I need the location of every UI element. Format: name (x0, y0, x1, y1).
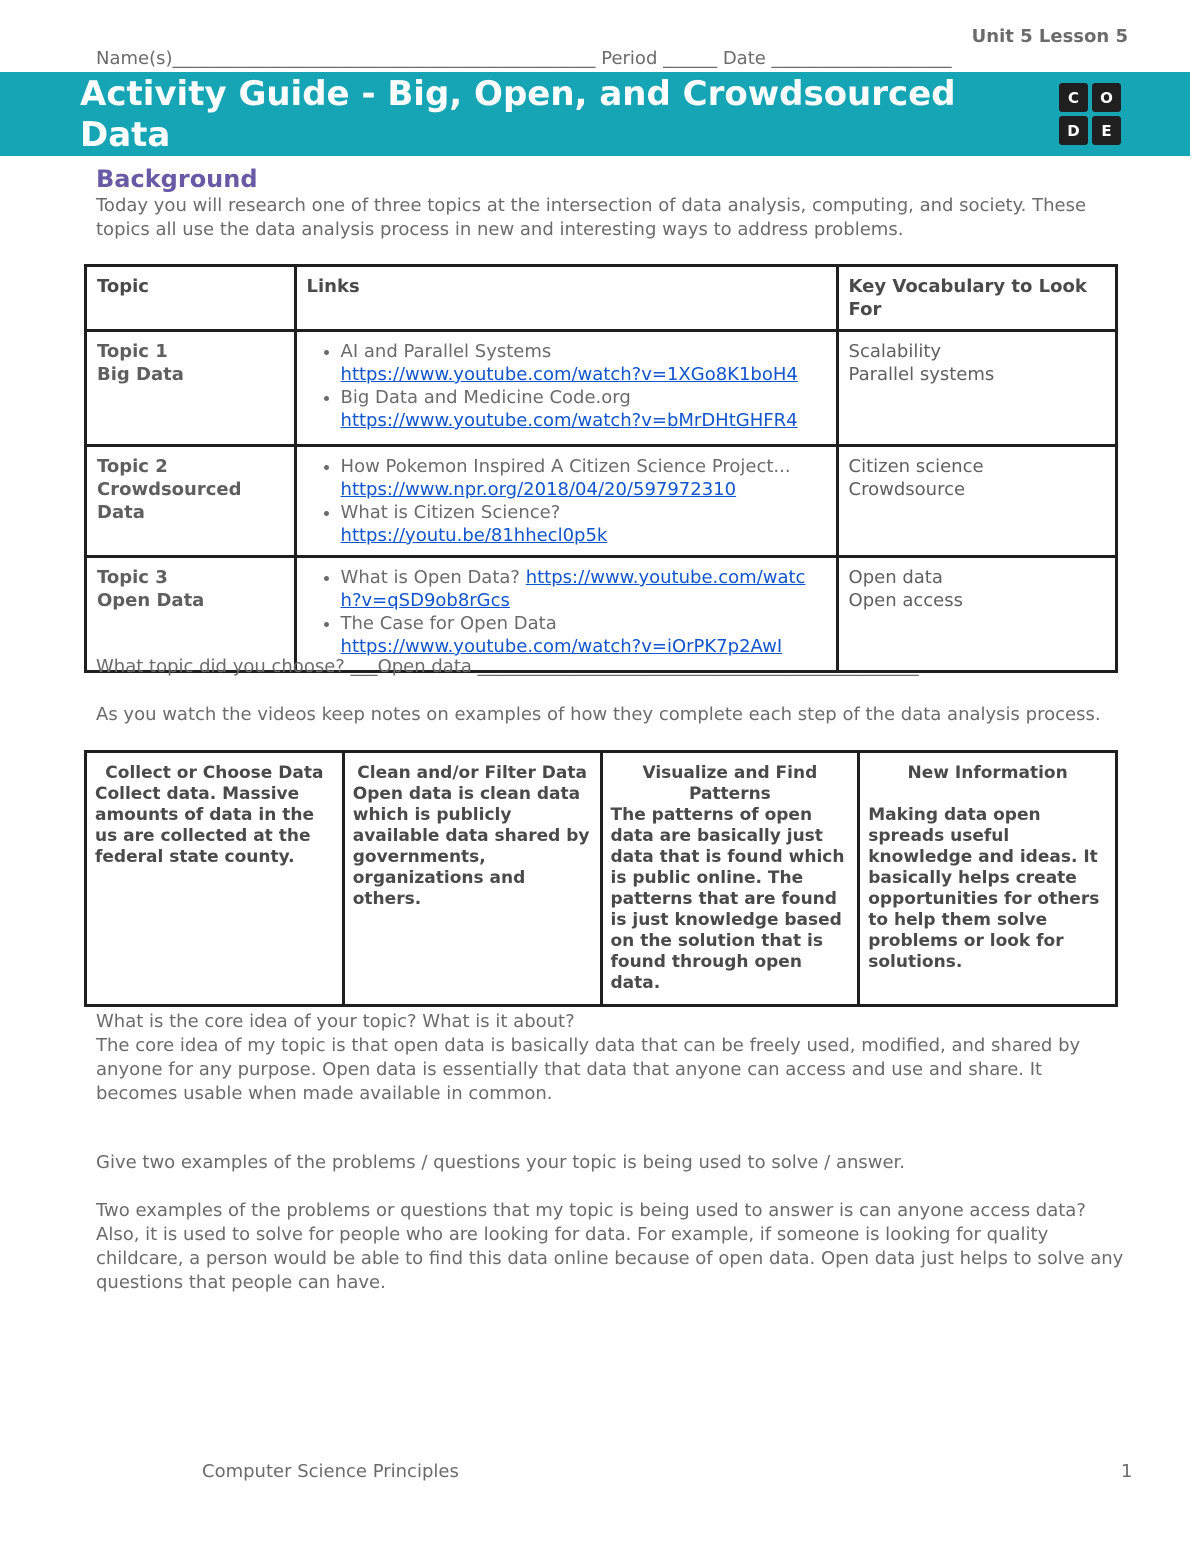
process-heading: New Information (907, 763, 1068, 783)
link-label: How Pokemon Inspired A Citizen Science Project... (340, 456, 791, 477)
topic-choice-answer[interactable]: Open data (377, 656, 472, 677)
table-row (86, 446, 1117, 557)
video-link[interactable]: https://www.youtube.com/watch?v=qSD9ob8rGcs (340, 567, 806, 611)
links-cell (295, 557, 837, 672)
link-label: AI and Parallel Systems (340, 341, 552, 362)
vocab-term: Citizen science (848, 456, 984, 477)
list-item (341, 566, 826, 612)
topic-cell (86, 331, 296, 446)
topic-name: Crowdsourced Data (97, 479, 242, 523)
header-topic: Topic (86, 266, 296, 331)
topics-table (84, 264, 1118, 673)
video-link[interactable]: https://www.youtube.com/watch?v=bMrDHtGHFR4 (340, 410, 798, 431)
video-link[interactable]: https://www.youtube.com/watch?v=iOrPK7p2AwI (340, 636, 783, 657)
topic-choice-question (96, 656, 919, 677)
process-notes[interactable]: Making data open spreads useful knowledge and ideas. It basically helps create opportunities for others to help them solve problems or look for solutions. (868, 805, 1100, 972)
process-heading: Visualize and Find Patterns (642, 763, 818, 804)
link-label: Big Data and Medicine Code.org (340, 387, 631, 408)
vocab-term: Crowdsource (848, 479, 966, 500)
topics-table-header-row (86, 266, 1117, 331)
video-link[interactable]: https://youtu.be/81hhecl0p5k (340, 525, 608, 546)
process-heading: Clean and/or Filter Data (357, 763, 587, 783)
logo-letter: O (1092, 83, 1121, 112)
background-heading: Background (96, 165, 258, 193)
header-links: Links (295, 266, 837, 331)
process-cell (343, 752, 601, 1006)
vocab-cell (837, 446, 1116, 557)
links-cell (295, 446, 837, 557)
page-number: 1 (1121, 1461, 1133, 1482)
links-list (307, 340, 826, 432)
link-label: What is Open Data? (340, 567, 520, 588)
examples-answer[interactable]: Two examples of the problems or questions that my topic is being used to answer is can anyone access data? Also, it is used to solve for people who are looking for data. For example, if someone is looking for quality childcare, a person would be able to find this data online because of open data. Open data just helps to solve any questions that people can have. (96, 1200, 1124, 1293)
examples-question: Give two examples of the problems / questions your topic is being used to solve / answer. (96, 1152, 906, 1173)
logo-letter: C (1059, 83, 1088, 112)
unit-lesson-label: Unit 5 Lesson 5 (971, 26, 1128, 47)
logo-letter: E (1092, 116, 1121, 145)
topic-number: Topic 1 (97, 341, 168, 362)
topic-name: Big Data (97, 364, 184, 385)
code-logo (1059, 83, 1121, 145)
process-cell (86, 752, 344, 1006)
list-item (341, 386, 826, 432)
page-title: Activity Guide - Big, Open, and Crowdsourced Data (80, 74, 956, 155)
video-link[interactable]: https://www.youtube.com/watch?v=1XGo8K1boH4 (340, 364, 798, 385)
logo-letter: D (1059, 116, 1088, 145)
table-row (86, 557, 1117, 672)
vocab-cell (837, 331, 1116, 446)
links-cell (295, 331, 837, 446)
topic-cell (86, 446, 296, 557)
vocab-term: Open data (848, 567, 943, 588)
topic-name: Open Data (97, 590, 205, 611)
list-item (341, 612, 826, 658)
process-cell (601, 752, 859, 1006)
process-notes[interactable]: Open data is clean data which is publicly available data shared by governments, organizations and others. (352, 784, 590, 909)
header-vocabulary: Key Vocabulary to Look For (837, 266, 1116, 331)
article-link[interactable]: https://www.npr.org/2018/04/20/597972310 (340, 479, 737, 500)
process-notes[interactable]: The patterns of open data are basically just data that is found which is public online. The patterns that are found is just knowledge based on the solution that is found through open data. (610, 805, 845, 993)
title-banner (0, 72, 1190, 156)
notes-prompt: As you watch the videos keep notes on examples of how they complete each step of the data analysis process. (96, 704, 1101, 725)
topic-cell (86, 557, 296, 672)
vocab-cell (837, 557, 1116, 672)
footer-course: Computer Science Principles (202, 1461, 459, 1482)
link-label: The Case for Open Data (340, 613, 557, 634)
list-item (341, 501, 826, 547)
link-label: What is Citizen Science? (340, 502, 561, 523)
list-item (341, 340, 826, 386)
topic-number: Topic 2 (97, 456, 168, 477)
table-row (86, 752, 1117, 1006)
links-list (307, 455, 826, 547)
core-idea-answer[interactable]: The core idea of my topic is that open data is basically data that can be freely used, modified, and shared by anyone for any purpose. Open data is essentially that data that anyone can access and use and share. It becomes usable when made available in common. (96, 1035, 1081, 1104)
process-notes[interactable]: Collect data. Massive amounts of data in the us are collected at the federal state county. (95, 784, 314, 867)
topic-number: Topic 3 (97, 567, 168, 588)
links-list (307, 566, 826, 658)
process-table (84, 750, 1118, 1007)
core-idea-question: What is the core idea of your topic? What is it about? (96, 1011, 575, 1032)
vocab-term: Parallel systems (848, 364, 995, 385)
vocab-term: Open access (848, 590, 963, 611)
answer-underline: _________________________________________________ (471, 656, 919, 677)
name-period-date-line: Name(s)_______________________________________________ Period ______ Date ____________________ (96, 48, 952, 69)
table-row (86, 331, 1117, 446)
vocab-term: Scalability (848, 341, 942, 362)
topic-choice-prompt: What topic did you choose? ___ (96, 656, 378, 677)
process-cell (859, 752, 1117, 1006)
process-heading: Collect or Choose Data (105, 763, 324, 783)
list-item (341, 455, 826, 501)
background-text: Today you will research one of three topics at the intersection of data analysis, computing, and society. These topics all use the data analysis process in new and interesting ways to address problems. (96, 195, 1087, 240)
